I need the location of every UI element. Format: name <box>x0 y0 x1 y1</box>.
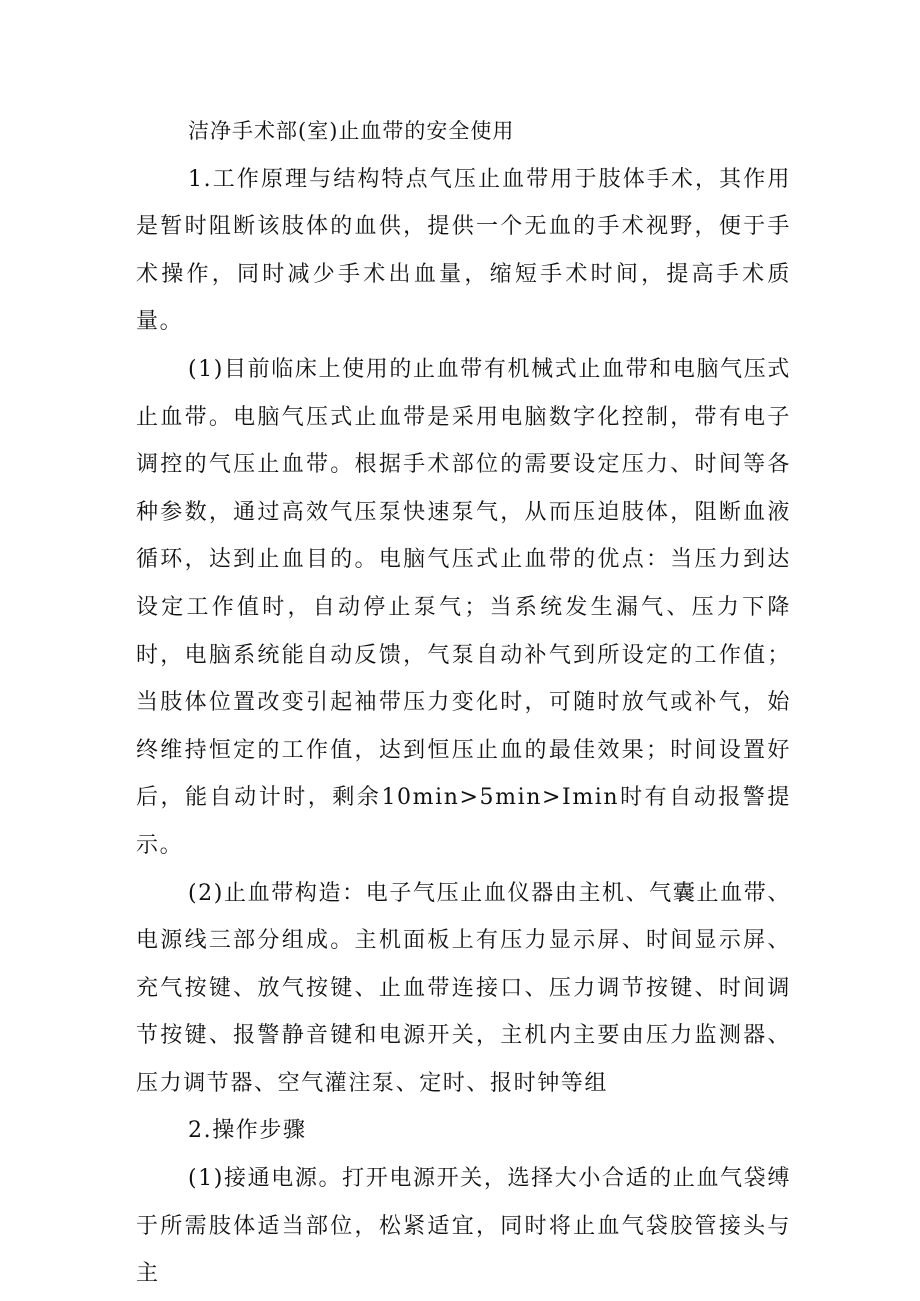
paragraph-tourniquet-types: (1)目前临床上使用的止血带有机械式止血带和电脑气压式止血带。电脑气压式止血带是采用电脑数字化控制，带有电子调控的气压止血带。根据手术部位的需要设定压力、时间等各种参数，通过高效气压泵快速泵气，从而压迫肢体，阻断血液循环，达到止血目的。电脑气压式止血带的优点：当压力到达设定工作值时，自动停止泵气；当系统发生漏气、压力下降时，电脑系统能自动反馈，气泵自动补气到所设定的工作值；当肢体位置改变引起袖带压力变化时，可随时放气或补气，始终维持恒定的工作值，达到恒压止血的最佳效果；时间设置好后，能自动计时，剩余10min>5min>Imin时有自动报警提示。 <box>136 356 791 858</box>
document-title: 洁净手术部(室)止血带的安全使用 <box>188 119 515 143</box>
document-page <box>136 108 791 1298</box>
paragraph-tourniquet-structure: (2)止血带构造：电子气压止血仪器由主机、气囊止血带、电源线三部分组成。主机面板上有压力显示屏、时间显示屏、充气按键、放气按键、止血带连接口、压力调节按键、时间调节按键、报警静音键和电源开关，主机内主要由压力监测器、压力调节器、空气灌注泵、定时、报时钟等组 <box>136 880 791 1096</box>
paragraph-working-principle: 1.工作原理与结构特点气压止血带用于肢体手术，其作用是暂时阻断该肢体的血供，提供一个无血的手术视野，便于手术操作，同时减少手术出血量，缩短手术时间，提高手术质量。 <box>136 166 791 335</box>
paragraph-step-1: (1)接通电源。打开电源开关，选择大小合适的止血气袋缚于所需肢体适当部位，松紧适宜，同时将止血气袋胶管接头与主 <box>136 1166 791 1287</box>
section-heading-operation-steps: 2.操作步骤 <box>188 1118 307 1144</box>
